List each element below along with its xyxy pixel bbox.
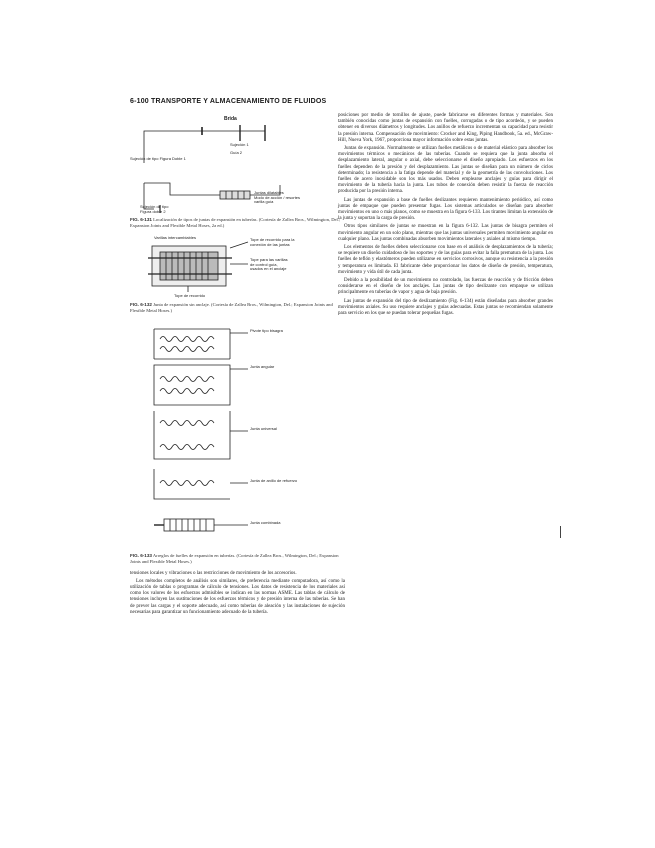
figure-6-132 — [130, 234, 345, 300]
angular-frame — [154, 365, 230, 405]
label-tope-bottom: Tope de recorrido — [174, 293, 206, 299]
label-universal: Junta universal — [250, 426, 277, 432]
left-column — [130, 113, 345, 618]
right-paragraph-6: Debido a la posibilidad de un movimiento no controlado, las fuerzas de reacción y de fricción deben considerarse en el diseño de los anclajes. Las juntas de tipo deslizante con empaque se utilizan principalmente en tuberías de vapor y agua de baja presión. — [338, 278, 553, 296]
figure-6-131-number: FIG. 6-131 — [130, 217, 152, 222]
margin-mark — [560, 526, 561, 538]
figure-6-132-caption-text: Junta de expansión sin anclaje. (Cortesía de Zallea Bros., Wilmington, Del.; Expansion Joints and Flexible Metal Hoses.) — [130, 302, 333, 313]
bellows-wave — [160, 337, 214, 342]
hinge-frame — [154, 329, 230, 359]
expansion-joint-shape — [220, 191, 250, 199]
label-anillo: Junta de anillo de refuerzo — [250, 478, 298, 484]
right-paragraph-4: Otros tipos similares de juntas se muestran en la figura 6-132. Las juntas de bisagra permiten el movimiento angular en un solo plano, mientras que las juntas universales permiten movimiento angular en cualquier plano. Las juntas combinadas absorben movimientos laterales y axiales al mismo tiempo. — [338, 224, 553, 242]
right-paragraph-5: Los elementos de fuelles deben seleccionarse con base en el análisis de desplazamientos de la tubería; se requiere un diseño cuidadoso de los soportes y de las guías para evitar la falla prematura de la junta. Los fuelles de teflón y elastómeros pueden utilizarse en servicios corrosivos, aunque su resistencia a la presión y temperatura es limitada. El fabricante debe proporcionar los datos de diseño de presión, temperatura, movimiento y vida útil de cada junta. — [338, 245, 553, 275]
figure-6-131-drawing — [130, 113, 345, 215]
figure-6-132-caption — [130, 302, 345, 313]
figure-6-133-caption-text: Arreglos de fuelles de expansión en tuberías. (Cortesía de Zallea Bros., Wilmington, Del.; Expansion Joints and Flexible Metal Hoses.) — [130, 553, 339, 564]
right-paragraph-1: posiciones por medio de tornillos de ajuste, puede fabricarse en diferentes formas y materiales. Son también conocidas como juntas de expansión con fuelles, corrugadas o de tipo acordeón, y se pueden obtener en diversos diámetros y longitudes. Los anillos de refuerzo incrementan su capacidad para resistir la presión interna. Compensación de movimiento: Crocker and King, Piping Handbook, 5a. ed., McGraw-Hill, Nueva York, 1967, proporciona mayor información sobre estas juntas. — [338, 113, 553, 143]
label-sujecion-left: Sujeción de tipo Figura Doble 1 — [130, 156, 186, 161]
label-varillas: Varillas intercambiables — [154, 235, 196, 241]
bellows-core — [160, 252, 218, 280]
figure-6-133-number: FIG. 6-133 — [130, 553, 152, 559]
label-guia: Guía 2 — [230, 150, 243, 155]
figure-6-132-number: FIG. 6-132 — [130, 302, 152, 308]
label-combinada: Junta combinada — [250, 520, 281, 526]
figure-6-132-drawing — [130, 234, 345, 300]
right-paragraph-3: Las juntas de expansión a base de fuelles deslizantes requieren mantenimiento periódico, así como juntas de empaque que pueden presentar fugas. Los sistemas articulados se diseñan para absorber movimientos en uno o más planos, como se muestra en la figura 6-133. Los tirantes limitan la extensión de la junta y soportan la carga de presión. — [338, 197, 553, 222]
right-paragraph-2: Juntas de expansión. Normalmente se utilizan fuelles metálicos o de material elástico para absorber los movimientos térmicos o mecánicos de las tuberías. Cuando se requiera que la junta absorba el desplazamiento lateral, angular o axial, debe seleccionarse el diseño apropiado. Los esfuerzos en los fuelles dependen de la presión y del desplazamiento. Las juntas se diseñan para un número de ciclos determinado; la resistencia a la fatiga depende del material y de la geometría de las convoluciones. Los fuelles de acero inoxidable son los más usados. Deben emplearse anclajes y guías para dirigir el movimiento de la tubería hacia la junta. Los tubos de conexión deben resistir la fuerza de reacción producida por la presión interna. — [338, 146, 553, 195]
label-tope-recorrido: Tope de recorrido para la conexión de las juntas — [250, 237, 295, 247]
left-paragraph-2: Los métodos completos de análisis son similares, de preferencia mediante computadora, así como la utilización de tablas o programas de cálculo de tensiones. Los datos de resistencia de los materiales así como los valores de los esfuerzos admisibles se indican en las normas ASME. Las tablas de cálculo de tensiones incluyen las sustituciones de los esfuerzos térmicos y de presión interna de las tuberías. Se han de prever las cargas y el soporte adecuado, así como tuberías de aleación y las instalaciones de sujeción necesarias para garantizar un funcionamiento adecuado de la tubería. — [130, 578, 345, 615]
figure-6-131 — [130, 113, 345, 215]
combined-joint — [164, 519, 214, 531]
right-paragraph-7: Las juntas de expansión del tipo de deslizamiento (Fig. 6-134) están diseñadas para absorber grandes movimientos axiales. Su uso requiere anclajes y guías adecuadas. Estas juntas se recomiendan solamente para servicio en los que se puedan tolerar pequeñas fugas. — [338, 298, 553, 317]
label-brida: Brida — [224, 116, 237, 122]
figure-6-131-caption-text: Localización de tipos de juntas de expansión en tuberías. (Cortesía de Zallea Bros., Wilmington, Del.; Expansion Joints and Flexible Metal Hoses, 2a ed.) — [130, 217, 341, 228]
figure-6-133-drawing — [130, 319, 345, 551]
label-junta: Juntas dilatables Modo de acción / resortes varilla guía — [254, 190, 301, 205]
label-sujecion: Sujeción 1 — [230, 142, 249, 147]
right-column — [338, 113, 553, 319]
figure-6-133-caption — [130, 553, 345, 564]
label-sujecion-bottom: Sujeción de tipo Figura doble 2 — [140, 204, 169, 214]
left-paragraph-1: tensiones locales y vibraciones o las restricciones de movimiento de los accesorios. — [130, 570, 297, 576]
figure-6-133 — [130, 319, 345, 551]
label-angular: Junta angular — [250, 364, 275, 370]
figure-6-131-caption — [130, 217, 345, 228]
bellows-wave — [160, 347, 214, 352]
ring-frame — [154, 469, 230, 499]
universal-frame — [154, 411, 230, 459]
page-header: 6-100 TRANSPORTE Y ALMACENAMIENTO DE FLUIDOS — [130, 98, 327, 105]
label-pivote: Pivote tipo bisagra — [250, 328, 283, 334]
label-tope-varillas: Tope para las varillas de control guía, usados en el anclaje — [250, 257, 288, 272]
